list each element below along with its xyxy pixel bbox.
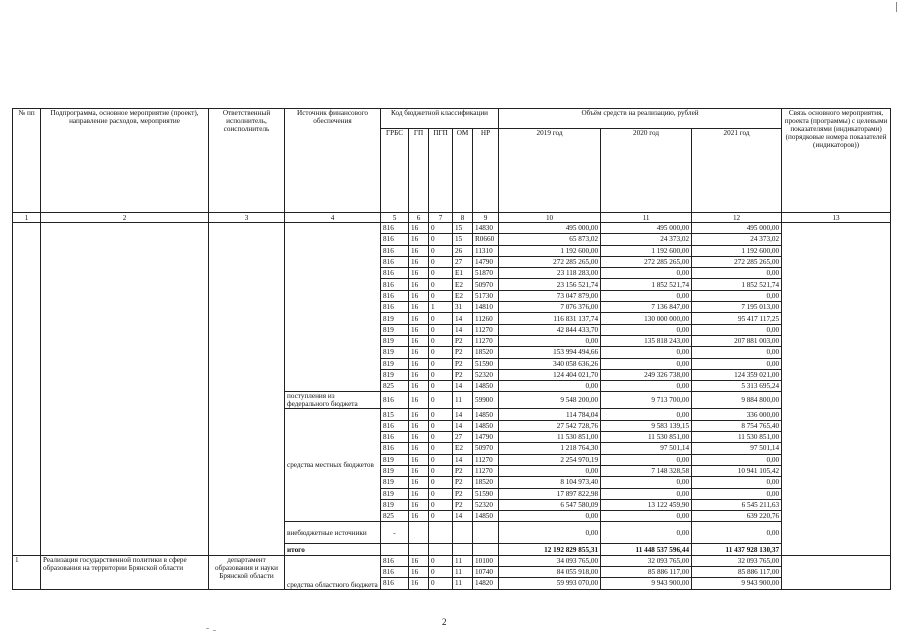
cell-pgp: 0: [429, 578, 453, 589]
section-title: Реализация государственной политики в сфере образования на территории Брянской области: [41, 555, 209, 589]
cell-2020: 272 285 265,00: [601, 256, 692, 267]
cell-2020: 0,00: [601, 290, 692, 301]
cell-2021: 0,00: [692, 347, 782, 358]
cell-2020: 0,00: [601, 347, 692, 358]
cell-om: 14: [453, 324, 473, 335]
cell-om: 11: [453, 392, 473, 409]
cell-gp: 16: [409, 369, 429, 380]
cell-gp: 16: [409, 313, 429, 324]
cell-gp: 16: [409, 290, 429, 301]
cell-grbs: 816: [381, 234, 409, 245]
cell-gp: 16: [409, 392, 429, 409]
cell-2021: 32 093 765,00: [692, 555, 782, 566]
cell-2021: 272 285 265,00: [692, 256, 782, 267]
header-source: Источник финансового обеспечения: [285, 109, 381, 213]
cell-gp: 16: [409, 324, 429, 335]
cell-gp: 16: [409, 443, 429, 454]
cell-2020: 0,00: [601, 511, 692, 522]
cell-pgp: 0: [429, 511, 453, 522]
cell-gp: 16: [409, 302, 429, 313]
cell-gp: 16: [409, 268, 429, 279]
cell-grbs: 819: [381, 499, 409, 510]
cell-nr: 14830: [473, 223, 499, 234]
header-om: ОМ: [453, 129, 473, 213]
cell-grbs: 819: [381, 477, 409, 488]
cell-om: 11: [453, 567, 473, 578]
cell-nr: 14850: [473, 381, 499, 392]
cell-nr: 10100: [473, 555, 499, 566]
cell-om: 11: [453, 578, 473, 589]
cell-2021: 11 530 851,00: [692, 432, 782, 443]
cell-gp: 16: [409, 555, 429, 566]
cell-2021: 336 000,00: [692, 409, 782, 420]
cell-2019: 84 055 918,00: [499, 567, 601, 578]
cell-2021: 10 941 105,42: [692, 465, 782, 476]
cell-nr: 10740: [473, 567, 499, 578]
column-number: 10: [499, 213, 601, 223]
cell-2020: 0,00: [601, 358, 692, 369]
cell-2021: 0,00: [692, 268, 782, 279]
cell-pgp: 0: [429, 409, 453, 420]
source-extra: внебюджетные источники: [285, 522, 381, 544]
cell-2020: 0,00: [601, 477, 692, 488]
cell-2020: 85 886 117,00: [601, 567, 692, 578]
cell-nr: 52320: [473, 369, 499, 380]
cell-2019: 7 076 376,00: [499, 302, 601, 313]
cell-grbs: 816: [381, 432, 409, 443]
cell-nr: 18520: [473, 477, 499, 488]
cell-2020: 0,00: [601, 454, 692, 465]
cell-om: E2: [453, 290, 473, 301]
cell-gp: 16: [409, 477, 429, 488]
header-2019: 2019 год: [499, 129, 601, 213]
cell-grbs: 816: [381, 392, 409, 409]
cell-gp: 16: [409, 432, 429, 443]
cell-om: 14: [453, 420, 473, 431]
cell-om: P2: [453, 369, 473, 380]
cell-2019: 0,00: [499, 465, 601, 476]
cell-empty: [429, 544, 453, 555]
header-2020: 2020 год: [601, 129, 692, 213]
cell-2020: 0,00: [601, 268, 692, 279]
cell-2021: 11 437 928 130,37: [692, 544, 782, 555]
cell-nr: 52320: [473, 499, 499, 510]
cell-2019: 0,00: [499, 522, 601, 544]
cell-gp: 16: [409, 499, 429, 510]
cell-2019: 0,00: [499, 335, 601, 346]
cell-2021: 95 417 117,25: [692, 313, 782, 324]
cell-grbs: 816: [381, 578, 409, 589]
cell-2021: 1 192 600,00: [692, 245, 782, 256]
table-row: [13, 223, 891, 234]
cell-grbs: 816: [381, 256, 409, 267]
cell-gp: 16: [409, 245, 429, 256]
cell-2020: 135 818 243,00: [601, 335, 692, 346]
cell-2019: 34 093 765,00: [499, 555, 601, 566]
cell-nr: 14850: [473, 409, 499, 420]
cell-gp: 16: [409, 335, 429, 346]
cell-2020: 130 000 000,00: [601, 313, 692, 324]
cell-2020: 0,00: [601, 381, 692, 392]
cell-pgp: 0: [429, 555, 453, 566]
cell-om: 31: [453, 302, 473, 313]
cell-2020: 495 000,00: [601, 223, 692, 234]
cell-pgp: 0: [429, 358, 453, 369]
cell-2021: 639 220,76: [692, 511, 782, 522]
cell-2021: 5 313 695,24: [692, 381, 782, 392]
cell-nr: 14810: [473, 302, 499, 313]
column-number: 8: [453, 213, 473, 223]
cell-grbs: 819: [381, 358, 409, 369]
cell-gp: 16: [409, 358, 429, 369]
cell-nr: 50970: [473, 279, 499, 290]
cell-pgp: 0: [429, 567, 453, 578]
cell-grbs: 816: [381, 555, 409, 566]
column-number: 3: [209, 213, 285, 223]
cell-2020: 249 326 738,00: [601, 369, 692, 380]
cell-nr: 11310: [473, 245, 499, 256]
cell-pgp: 0: [429, 335, 453, 346]
cell-nr: 18520: [473, 347, 499, 358]
cell-2020: 11 530 851,00: [601, 432, 692, 443]
cell-2021: 85 886 117,00: [692, 567, 782, 578]
cell-2021: 8 754 765,40: [692, 420, 782, 431]
column-number: 1: [13, 213, 41, 223]
column-number: 11: [601, 213, 692, 223]
cell-2019: 0,00: [499, 511, 601, 522]
cell-2021: 9 884 800,00: [692, 392, 782, 409]
cell-grbs: -: [381, 522, 409, 544]
column-number: 12: [692, 213, 782, 223]
cell-grbs: 819: [381, 335, 409, 346]
cell-empty: [453, 544, 473, 555]
header-2021: 2021 год: [692, 129, 782, 213]
scan-edge-mark: [896, 2, 897, 12]
cell-om: 11: [453, 555, 473, 566]
scan-dot: [206, 628, 209, 629]
cell-2019: 65 873,02: [499, 234, 601, 245]
cell-om: 15: [453, 234, 473, 245]
cell-2019: 340 058 636,26: [499, 358, 601, 369]
section-number: 1: [13, 555, 41, 589]
cell-2019: 9 548 200,00: [499, 392, 601, 409]
cell-empty: [429, 522, 453, 544]
cell-empty-link: [782, 223, 891, 556]
cell-om: 14: [453, 454, 473, 465]
column-number: 7: [429, 213, 453, 223]
cell-2019: 114 784,04: [499, 409, 601, 420]
cell-2021: 1 852 521,74: [692, 279, 782, 290]
cell-pgp: 0: [429, 381, 453, 392]
cell-om: 14: [453, 511, 473, 522]
cell-2020: 32 093 765,00: [601, 555, 692, 566]
cell-gp: 16: [409, 279, 429, 290]
cell-grbs: 816: [381, 302, 409, 313]
cell-nr: 14790: [473, 432, 499, 443]
cell-pgp: 0: [429, 256, 453, 267]
cell-pgp: 0: [429, 454, 453, 465]
scan-dot: [213, 630, 216, 631]
cell-gp: 16: [409, 511, 429, 522]
cell-2019: 1 192 600,00: [499, 245, 601, 256]
cell-2020: 9 943 900,00: [601, 578, 692, 589]
cell-2021: 0,00: [692, 358, 782, 369]
cell-2020: 0,00: [601, 324, 692, 335]
cell-2021: 0,00: [692, 324, 782, 335]
cell-gp: 16: [409, 465, 429, 476]
cell-nr: 14850: [473, 420, 499, 431]
cell-grbs: 816: [381, 420, 409, 431]
cell-nr: 11260: [473, 313, 499, 324]
cell-pgp: 0: [429, 499, 453, 510]
cell-empty: [453, 522, 473, 544]
source-federal: поступления из федерального бюджета: [285, 392, 381, 409]
source-regional: средства областного бюджета: [285, 555, 381, 589]
cell-nr: 51590: [473, 488, 499, 499]
cell-om: P2: [453, 335, 473, 346]
cell-empty: [381, 544, 409, 555]
cell-nr: 14790: [473, 256, 499, 267]
cell-empty: [473, 522, 499, 544]
cell-pgp: 1: [429, 302, 453, 313]
cell-om: 14: [453, 313, 473, 324]
cell-gp: 16: [409, 454, 429, 465]
cell-grbs: 816: [381, 245, 409, 256]
cell-gp: 16: [409, 223, 429, 234]
cell-2020: 0,00: [601, 488, 692, 499]
cell-grbs: 816: [381, 279, 409, 290]
cell-om: P2: [453, 477, 473, 488]
cell-2020: 1 192 600,00: [601, 245, 692, 256]
cell-2021: 97 501,14: [692, 443, 782, 454]
header-budget-code: Код бюджетной классификации: [381, 109, 499, 129]
cell-om: 27: [453, 432, 473, 443]
header-grbs: ГРБС: [381, 129, 409, 213]
cell-pgp: 0: [429, 369, 453, 380]
source-total: итого: [285, 544, 381, 555]
cell-pgp: 0: [429, 290, 453, 301]
cell-nr: 11270: [473, 465, 499, 476]
cell-2020: 0,00: [601, 522, 692, 544]
cell-nr: 50970: [473, 443, 499, 454]
cell-empty-source: [285, 223, 381, 392]
cell-2021: 6 545 211,63: [692, 499, 782, 510]
source-local: средства местных бюджетов: [285, 409, 381, 522]
cell-om: 26: [453, 245, 473, 256]
cell-2019: 17 897 822,98: [499, 488, 601, 499]
cell-2021: 0,00: [692, 522, 782, 544]
cell-pgp: 0: [429, 347, 453, 358]
header-executor: Ответственный исполнитель, соисполнитель: [209, 109, 285, 213]
cell-2019: 1 218 764,30: [499, 443, 601, 454]
cell-grbs: 816: [381, 223, 409, 234]
cell-2019: 23 118 283,00: [499, 268, 601, 279]
cell-2020: 1 852 521,74: [601, 279, 692, 290]
cell-om: 15: [453, 223, 473, 234]
cell-2021: 495 000,00: [692, 223, 782, 234]
cell-nr: 51730: [473, 290, 499, 301]
cell-2020: 7 148 328,58: [601, 465, 692, 476]
cell-2019: 59 993 070,00: [499, 578, 601, 589]
cell-nr: 14820: [473, 578, 499, 589]
cell-2019: 73 047 879,00: [499, 290, 601, 301]
cell-nr: 59900: [473, 392, 499, 409]
column-numbers-row: [13, 213, 891, 223]
column-number: 6: [409, 213, 429, 223]
cell-pgp: 0: [429, 477, 453, 488]
cell-gp: 16: [409, 234, 429, 245]
cell-2020: 7 136 847,00: [601, 302, 692, 313]
cell-2019: 153 994 494,66: [499, 347, 601, 358]
cell-2021: 9 943 900,00: [692, 578, 782, 589]
cell-om: P2: [453, 465, 473, 476]
cell-empty: [473, 544, 499, 555]
page-number: 2: [442, 617, 447, 627]
cell-2019: 6 547 580,09: [499, 499, 601, 510]
cell-gp: 16: [409, 347, 429, 358]
cell-2019: 12 192 829 855,31: [499, 544, 601, 555]
cell-2020: 24 373,02: [601, 234, 692, 245]
cell-2019: 42 844 433,70: [499, 324, 601, 335]
cell-2019: 11 530 851,00: [499, 432, 601, 443]
table-row: [13, 555, 891, 566]
cell-grbs: 819: [381, 347, 409, 358]
header-pgp: ПГП: [429, 129, 453, 213]
cell-2021: 124 359 021,00: [692, 369, 782, 380]
cell-nr: 11270: [473, 454, 499, 465]
cell-2021: 0,00: [692, 477, 782, 488]
cell-empty-program: [41, 223, 209, 556]
cell-om: 14: [453, 381, 473, 392]
header-num: № пп: [13, 109, 41, 213]
cell-gp: 16: [409, 409, 429, 420]
cell-gp: 16: [409, 488, 429, 499]
cell-pgp: 0: [429, 392, 453, 409]
cell-2019: 495 000,00: [499, 223, 601, 234]
cell-pgp: 0: [429, 324, 453, 335]
cell-2019: 124 404 021,70: [499, 369, 601, 380]
cell-2020: 97 501,14: [601, 443, 692, 454]
column-number: 9: [473, 213, 499, 223]
cell-2021: 0,00: [692, 290, 782, 301]
cell-om: 14: [453, 409, 473, 420]
cell-2020: 11 448 537 596,44: [601, 544, 692, 555]
cell-grbs: 816: [381, 290, 409, 301]
cell-2020: 0,00: [601, 409, 692, 420]
cell-empty: [409, 522, 429, 544]
cell-grbs: 819: [381, 454, 409, 465]
cell-pgp: 0: [429, 420, 453, 431]
cell-pgp: 0: [429, 443, 453, 454]
cell-nr: 51590: [473, 358, 499, 369]
cell-nr: 14850: [473, 511, 499, 522]
cell-om: P2: [453, 358, 473, 369]
cell-om: 27: [453, 256, 473, 267]
cell-2019: 116 831 137,74: [499, 313, 601, 324]
cell-pgp: 0: [429, 488, 453, 499]
cell-gp: 16: [409, 578, 429, 589]
cell-om: P2: [453, 347, 473, 358]
cell-empty: [409, 544, 429, 555]
cell-om: E2: [453, 443, 473, 454]
cell-2019: 272 285 265,00: [499, 256, 601, 267]
cell-grbs: 816: [381, 443, 409, 454]
budget-table: [12, 108, 891, 590]
column-number: 5: [381, 213, 409, 223]
cell-nr: R0660: [473, 234, 499, 245]
cell-gp: 16: [409, 381, 429, 392]
cell-2019: 8 104 973,40: [499, 477, 601, 488]
cell-2019: 23 156 521,74: [499, 279, 601, 290]
cell-pgp: 0: [429, 313, 453, 324]
cell-pgp: 0: [429, 223, 453, 234]
cell-2021: 207 881 003,00: [692, 335, 782, 346]
cell-2020: 9 713 700,00: [601, 392, 692, 409]
cell-grbs: 825: [381, 381, 409, 392]
header-gp: ГП: [409, 129, 429, 213]
cell-empty-executor: [209, 223, 285, 556]
cell-2019: 2 254 970,19: [499, 454, 601, 465]
section-executor: департамент образования и науки Брянской области: [209, 555, 285, 589]
cell-grbs: 816: [381, 268, 409, 279]
cell-grbs: 819: [381, 324, 409, 335]
column-number: 13: [782, 213, 891, 223]
cell-2021: 0,00: [692, 454, 782, 465]
cell-gp: 16: [409, 567, 429, 578]
cell-om: P2: [453, 488, 473, 499]
cell-2021: 7 195 013,00: [692, 302, 782, 313]
cell-grbs: 819: [381, 369, 409, 380]
cell-om: E1: [453, 268, 473, 279]
cell-nr: 51870: [473, 268, 499, 279]
cell-grbs: 819: [381, 313, 409, 324]
cell-om: E2: [453, 279, 473, 290]
cell-empty-num: [13, 223, 41, 556]
header-link: Связь основного мероприятия, проекта (программы) с целевыми показателями (индикаторами) (порядковые номера показателей (индикаторов)): [782, 109, 891, 213]
cell-2020: 13 122 459,90: [601, 499, 692, 510]
cell-pgp: 0: [429, 268, 453, 279]
cell-pgp: 0: [429, 465, 453, 476]
header-program: Подпрограмма, основное мероприятие (проект), направление расходов, мероприятие: [41, 109, 209, 213]
cell-pgp: 0: [429, 234, 453, 245]
header-volume: Объём средств на реализацию, рублей: [499, 109, 782, 129]
cell-grbs: 816: [381, 567, 409, 578]
cell-2021: 24 373,02: [692, 234, 782, 245]
column-number: 4: [285, 213, 381, 223]
cell-grbs: 819: [381, 488, 409, 499]
cell-empty-link: [782, 555, 891, 589]
cell-2019: 0,00: [499, 381, 601, 392]
cell-pgp: 0: [429, 279, 453, 290]
cell-pgp: 0: [429, 432, 453, 443]
cell-gp: 16: [409, 420, 429, 431]
cell-2021: 0,00: [692, 488, 782, 499]
cell-gp: 16: [409, 256, 429, 267]
cell-2020: 9 583 139,15: [601, 420, 692, 431]
cell-grbs: 815: [381, 409, 409, 420]
cell-grbs: 825: [381, 511, 409, 522]
cell-om: P2: [453, 499, 473, 510]
header-nr: НР: [473, 129, 499, 213]
cell-pgp: 0: [429, 245, 453, 256]
cell-nr: 11270: [473, 324, 499, 335]
cell-2019: 27 542 728,76: [499, 420, 601, 431]
cell-nr: 11270: [473, 335, 499, 346]
column-number: 2: [41, 213, 209, 223]
cell-grbs: 819: [381, 465, 409, 476]
